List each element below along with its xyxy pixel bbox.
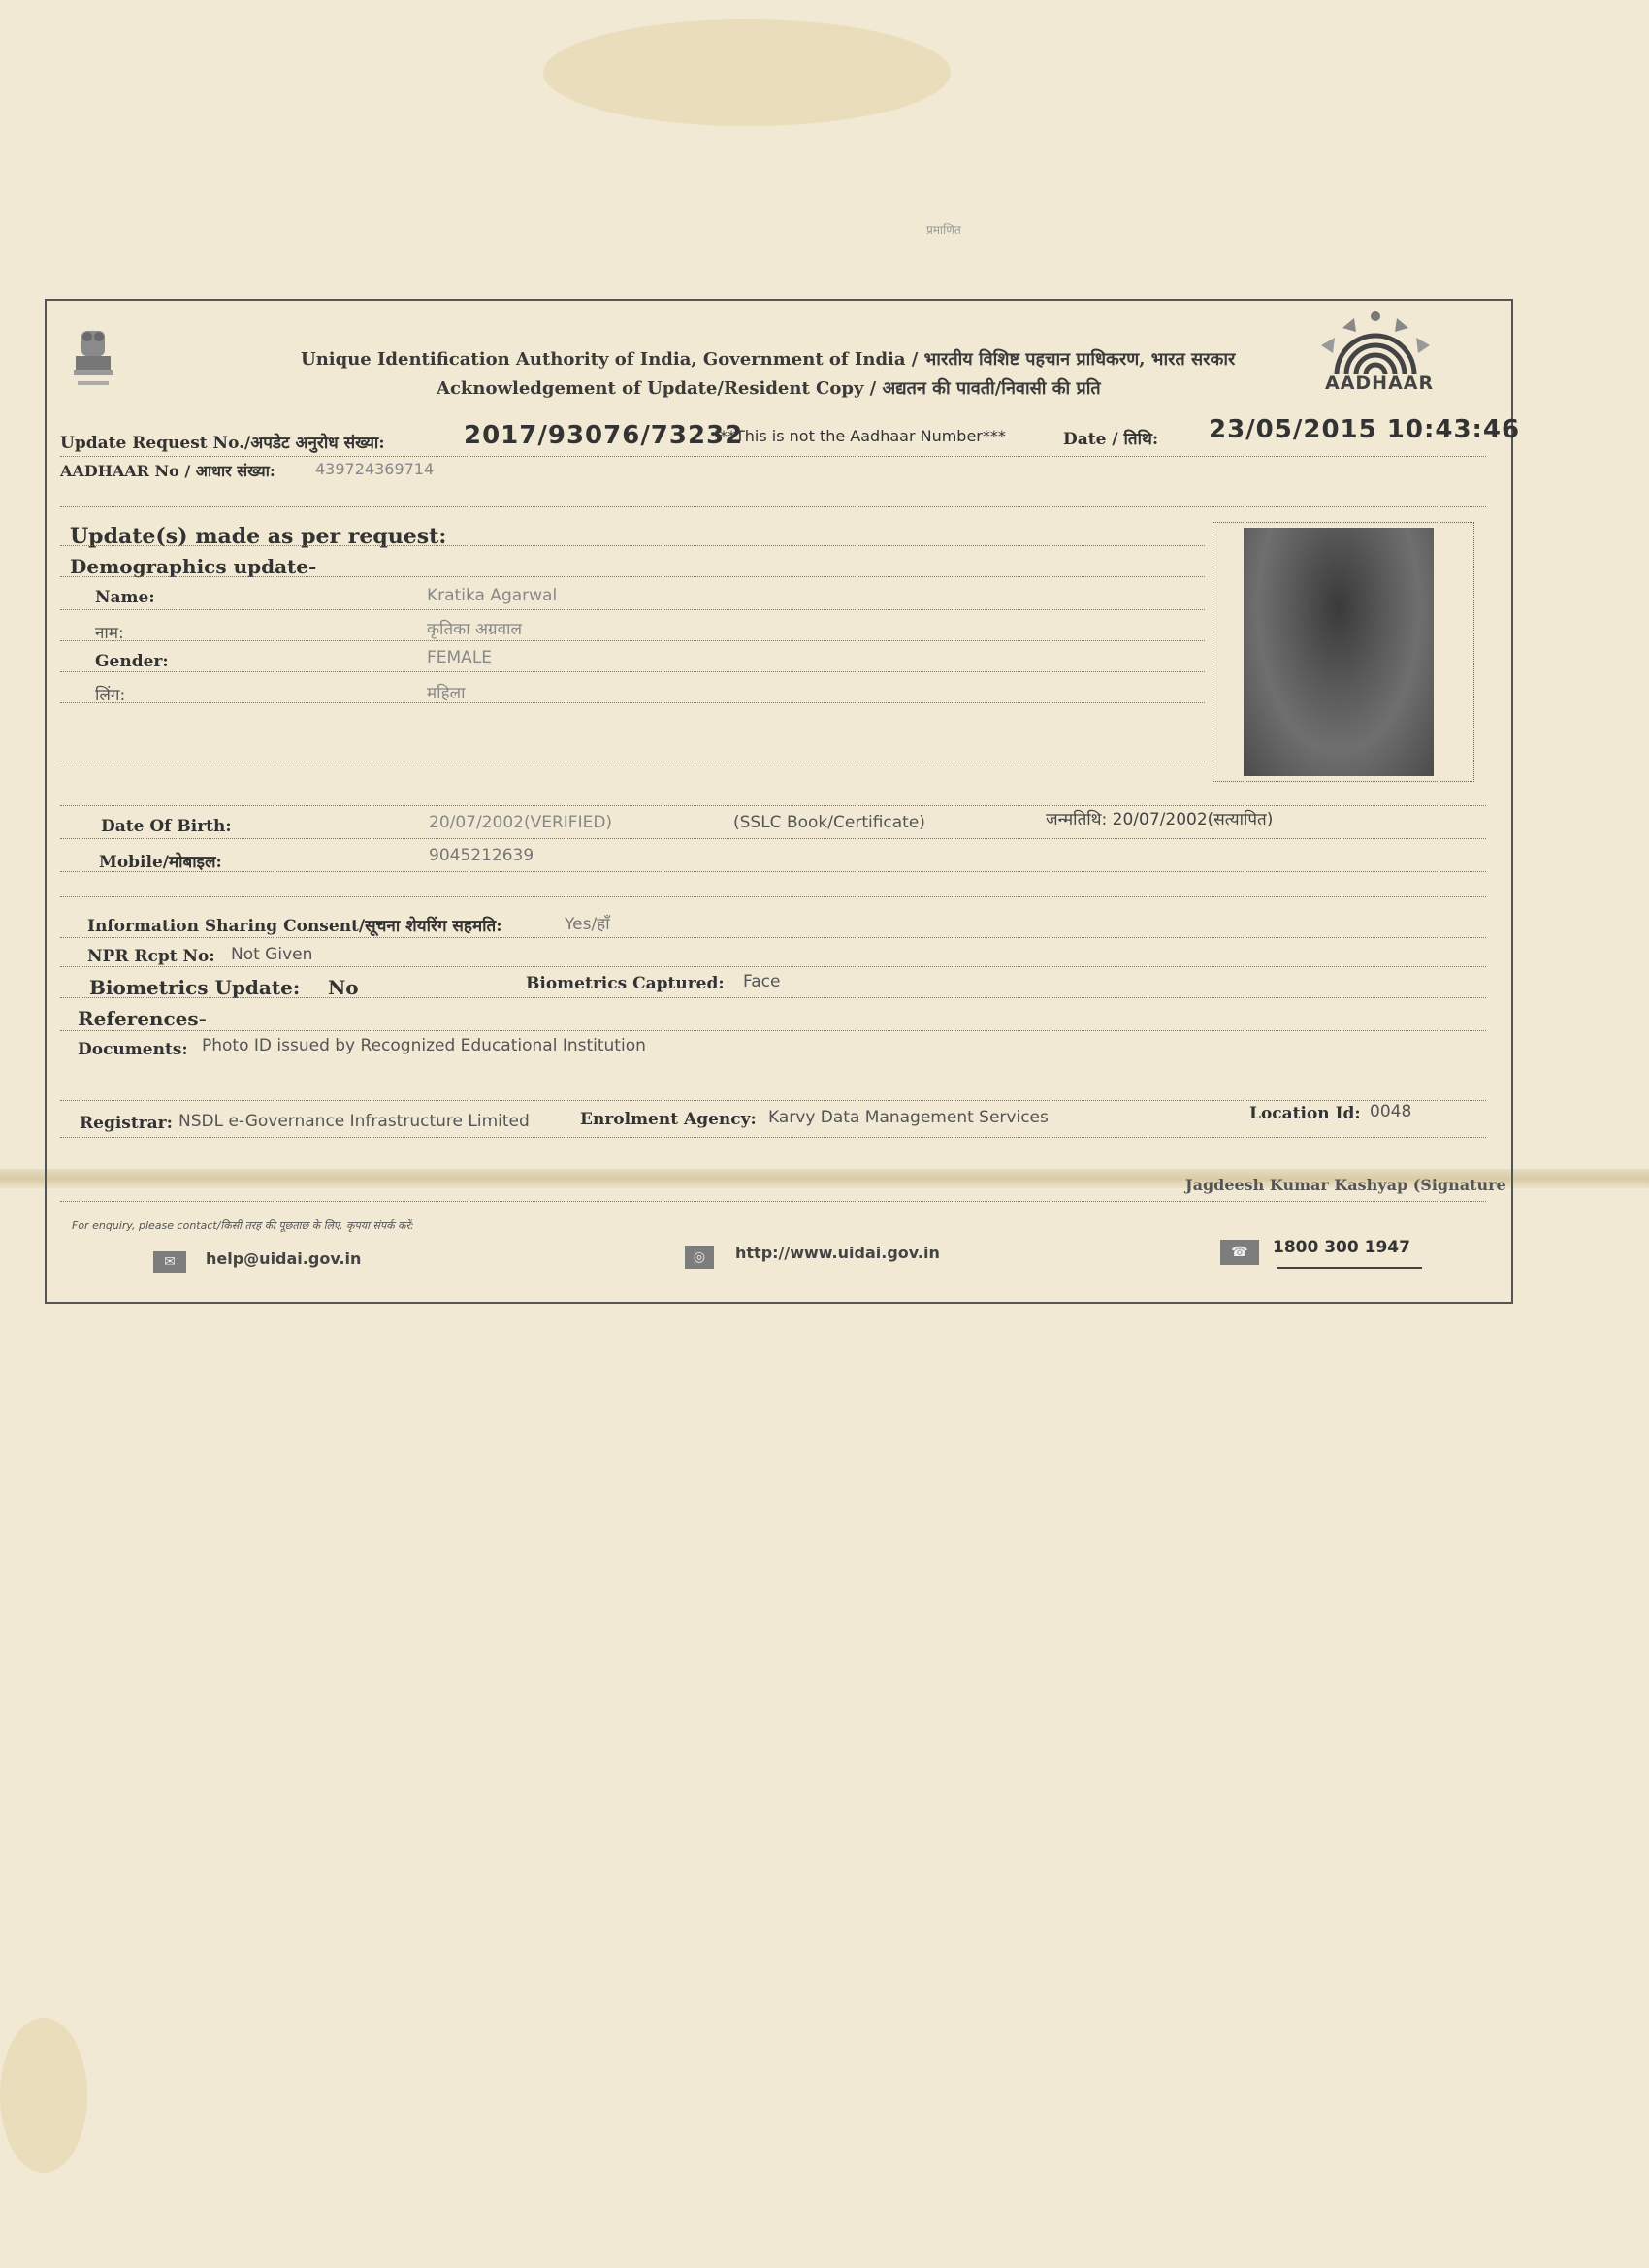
mobile-label: Mobile/मोबाइल: <box>99 853 222 872</box>
divider <box>60 609 1205 610</box>
name-hindi-value: कृतिका अग्रवाल <box>427 620 522 639</box>
consent-value: Yes/हाँ <box>565 915 610 934</box>
paper-stain <box>543 19 951 126</box>
helpline-number[interactable]: 1800 300 1947 <box>1273 1238 1410 1257</box>
divider <box>60 1201 1486 1202</box>
website-link[interactable]: http://www.uidai.gov.in <box>735 1244 940 1262</box>
divider <box>60 576 1205 577</box>
divider <box>60 937 1486 938</box>
gender-value: FEMALE <box>427 648 493 667</box>
gender-label: Gender: <box>95 652 169 671</box>
divider <box>60 545 1205 546</box>
name-hindi-label: नाम: <box>95 624 124 643</box>
divider <box>60 896 1486 897</box>
enrolment-agency-value: Karvy Data Management Services <box>768 1108 1049 1127</box>
dob-label: Date Of Birth: <box>101 817 232 836</box>
biometrics-update-label: Biometrics Update: <box>89 976 301 999</box>
divider <box>60 506 1486 507</box>
gender-hindi-label: लिंग: <box>95 686 126 705</box>
location-id-label: Location Id: <box>1249 1104 1361 1123</box>
references-label: References- <box>78 1007 207 1030</box>
divider <box>60 997 1486 998</box>
paper-stain <box>0 2018 87 2173</box>
aadhaar-logo-text: AADHAAR <box>1325 373 1435 394</box>
divider <box>60 702 1205 703</box>
divider <box>60 871 1486 872</box>
globe-icon: ◎ <box>685 1246 714 1269</box>
mail-icon: ✉ <box>153 1251 186 1273</box>
update-request-label: Update Request No./अपडेट अनुरोध संख्या: <box>60 434 385 453</box>
divider <box>60 966 1486 967</box>
registrar-label: Registrar: <box>80 1114 173 1133</box>
email-link[interactable]: help@uidai.gov.in <box>206 1249 362 1268</box>
divider <box>60 805 1486 806</box>
mobile-value: 9045212639 <box>429 846 534 865</box>
phone-icon: ☎ <box>1220 1240 1259 1265</box>
signature-text: Jagdeesh Kumar Kashyap (Signature <box>1185 1176 1506 1194</box>
emblem-icon <box>68 325 118 401</box>
aadhaar-number-label: AADHAAR No / आधार संख्या: <box>60 462 275 480</box>
divider <box>60 1030 1486 1031</box>
documents-value: Photo ID issued by Recognized Educational Institution <box>202 1036 646 1055</box>
dob-document: (SSLC Book/Certificate) <box>733 813 925 832</box>
dob-hindi: जन्मतिथि: 20/07/2002(सत्यापित) <box>1046 810 1274 829</box>
location-id-value: 0048 <box>1370 1102 1412 1121</box>
faint-stamp: प्रमाणित <box>926 223 961 237</box>
demographics-subheading: Demographics update- <box>70 555 317 578</box>
gender-hindi-value: महिला <box>427 684 466 703</box>
divider <box>60 640 1205 641</box>
request-date: 23/05/2015 10:43:46 <box>1209 415 1521 444</box>
consent-label: Information Sharing Consent/सूचना शेयरिंग सहमति: <box>87 917 502 936</box>
header-subtitle: Acknowledgement of Update/Resident Copy / अद्यतन की पावती/निवासी की प्रति <box>436 378 1101 399</box>
biometrics-captured-label: Biometrics Captured: <box>526 974 725 993</box>
not-aadhaar-note: ***This is not the Aadhaar Number*** <box>712 427 1006 445</box>
divider <box>60 838 1486 839</box>
biometrics-update-value: No <box>328 976 359 999</box>
aadhaar-number: 439724369714 <box>315 460 435 478</box>
npr-value: Not Given <box>231 945 313 964</box>
dob-value: 20/07/2002(VERIFIED) <box>429 813 613 832</box>
biometrics-captured-value: Face <box>743 972 781 991</box>
npr-label: NPR Rcpt No: <box>87 947 215 966</box>
phone-underline <box>1277 1267 1422 1269</box>
update-request-number: 2017/93076/73232 <box>464 421 744 450</box>
name-label: Name: <box>95 588 155 607</box>
enrolment-agency-label: Enrolment Agency: <box>580 1110 757 1129</box>
header-title: Unique Identification Authority of India, Government of India / भारतीय विशिष्ट पहचान प्राधिकरण, भारत सरकार <box>301 349 1236 370</box>
divider <box>60 456 1486 457</box>
divider <box>60 1100 1486 1101</box>
name-value: Kratika Agarwal <box>427 586 558 605</box>
documents-label: Documents: <box>78 1040 188 1059</box>
date-label: Date / तिथि: <box>1063 430 1159 449</box>
updates-heading: Update(s) made as per request: <box>70 524 447 549</box>
resident-photo <box>1244 528 1434 776</box>
divider <box>60 1137 1486 1138</box>
enquiry-text: For enquiry, please contact/किसी तरह की पूछताछ के लिए, कृपया संपर्क करें: <box>72 1219 414 1232</box>
divider <box>60 671 1205 672</box>
registrar-value: NSDL e-Governance Infrastructure Limited <box>178 1112 530 1131</box>
